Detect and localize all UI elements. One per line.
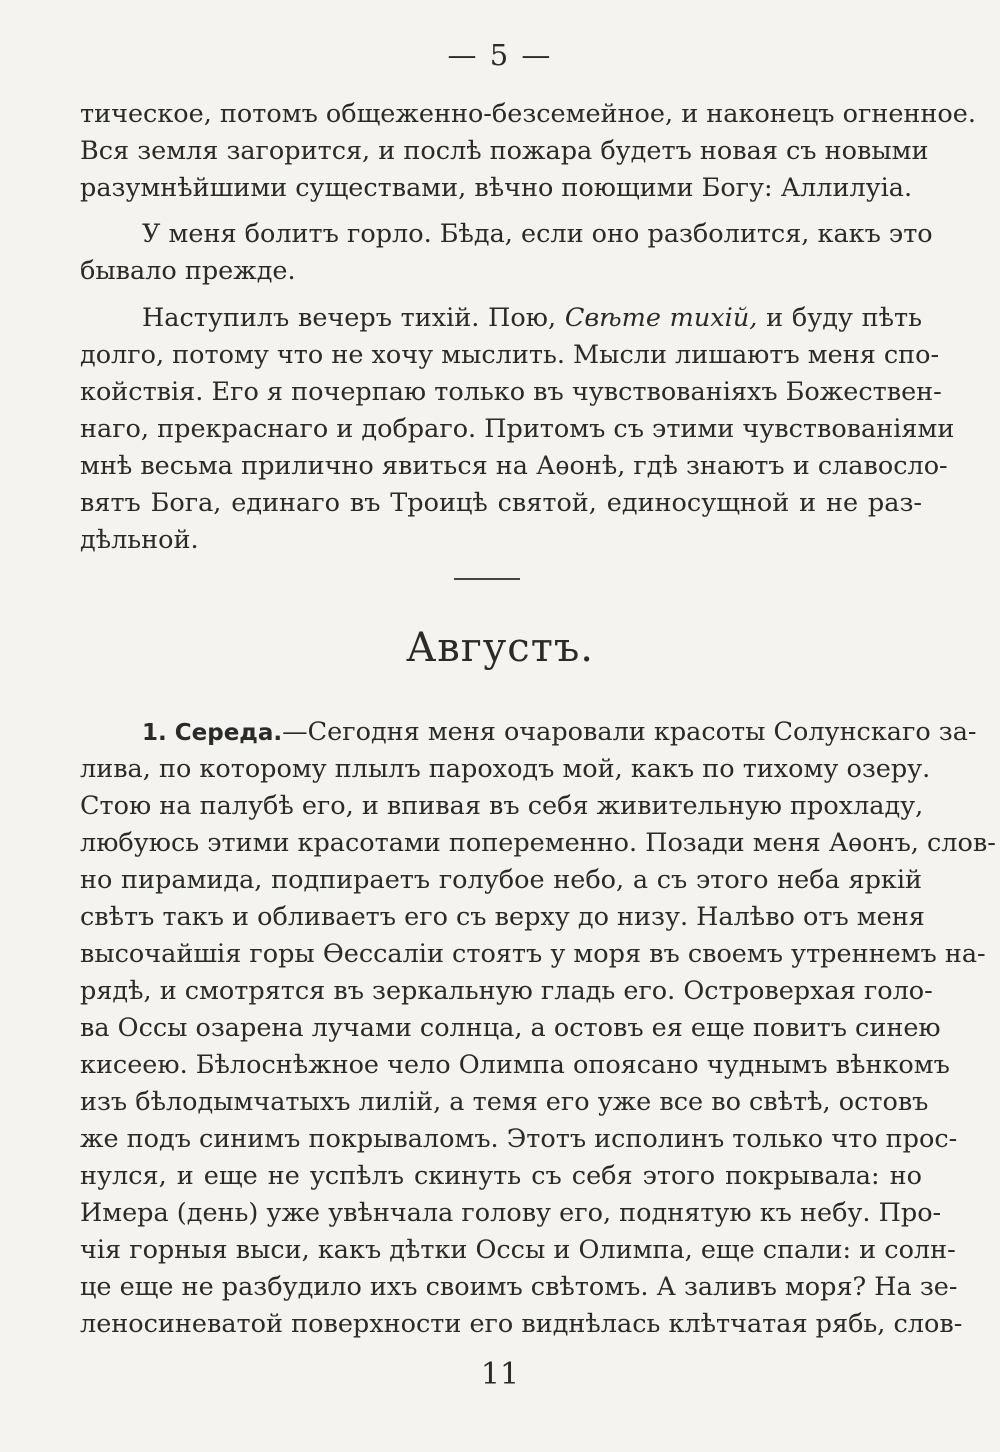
text-line: койствія. Его я почерпаю только въ чувствованіяхъ Божествен- bbox=[80, 377, 942, 407]
text-line: лива, по которому плылъ пароходъ мой, какъ по тихому озеру. bbox=[80, 754, 931, 784]
text-line: но пирамида, подпираетъ голубое небо, а съ этого неба яркій bbox=[80, 865, 922, 895]
page-number: 11 bbox=[480, 1357, 520, 1392]
text-line: це еще не разбудило ихъ своимъ свѣтомъ. А заливъ моря? На зе- bbox=[80, 1272, 958, 1302]
paragraph-1 bbox=[80, 96, 976, 207]
text-line: вятъ Бога, единаго въ Троицѣ святой, единосущной и не раз- bbox=[80, 488, 922, 518]
text-line: тическое, потомъ общеженно-безсемейное, и наконецъ огненное. bbox=[80, 99, 976, 129]
text-line: Имера (день) уже увѣнчала голову его, поднятую къ небу. Про- bbox=[80, 1198, 942, 1228]
text-segment: и буду пѣть bbox=[766, 303, 923, 333]
text-line: ва Оссы озарена лучами солнца, а остовъ ея еще повитъ синею bbox=[80, 1013, 941, 1043]
text-line: же подъ синимъ покрываломъ. Этотъ исполинъ только что прос- bbox=[80, 1124, 958, 1154]
text-line: Стою на палубѣ его, и впивая въ себя живительную прохладу, bbox=[80, 791, 924, 821]
text-line: долго, потому что не хочу мыслить. Мысли лишаютъ меня спо- bbox=[80, 340, 940, 370]
text-line: кисеею. Бѣлоснѣжное чело Олимпа опоясано чуднымъ вѣнкомъ bbox=[80, 1050, 950, 1080]
text-line: наго, прекраснаго и добраго. Притомъ съ этими чувствованіями bbox=[80, 414, 955, 444]
text-line: чія горныя выси, какъ дѣтки Оссы и Олимпа, еще спали: и солн- bbox=[80, 1235, 956, 1265]
text-line: любуюсь этими красотами попеременно. Позади меня Аѳонъ, слов- bbox=[80, 828, 996, 858]
text-line: изъ бѣлодымчатыхъ лилій, а темя его уже все во свѣтѣ, остовъ bbox=[80, 1087, 929, 1117]
section-title: Августъ. bbox=[406, 625, 594, 671]
text-line bbox=[80, 300, 922, 337]
text-line bbox=[80, 714, 977, 751]
paragraph-2 bbox=[80, 216, 933, 290]
text-line: разумнѣйшими существами, вѣчно поющими Богу: Аллилуіа. bbox=[80, 173, 913, 203]
text-line: высочайшія горы Ѳессаліи стоятъ у моря въ своемъ утреннемъ на- bbox=[80, 939, 986, 969]
text-line: бывало прежде. bbox=[80, 256, 296, 286]
text-line: леносиневатой поверхности его виднѣлась клѣтчатая рябь, слов- bbox=[80, 1309, 963, 1339]
text-segment: Наступилъ вечеръ тихій. Пою, bbox=[142, 303, 557, 333]
text-line: У меня болитъ горло. Бѣда, если оно разболится, какъ это bbox=[142, 219, 933, 249]
paragraph-3 bbox=[80, 300, 955, 559]
section-divider bbox=[454, 578, 520, 580]
text-line: Вся земля загорится, и послѣ пожара будетъ новая съ новыми bbox=[80, 136, 929, 166]
text-line: дѣльной. bbox=[80, 525, 199, 555]
italic-hymn-title: Свѣте тихій, bbox=[564, 303, 758, 333]
text-line: свѣтъ такъ и обливаетъ его съ верху до низу. Налѣво отъ меня bbox=[80, 902, 925, 932]
paragraph-4 bbox=[80, 714, 996, 1343]
running-page-marker: — 5 — bbox=[447, 38, 553, 72]
text-segment: —Сегодня меня очаровали красоты Солунскаго за- bbox=[282, 717, 977, 747]
text-line: мнѣ весьма прилично явиться на Аѳонѣ, гдѣ знаютъ и славосло- bbox=[80, 451, 948, 481]
text-line: рядѣ, и смотрятся въ зеркальную гладь его. Островерхая голо- bbox=[80, 976, 933, 1006]
text-line: нулся, и еще не успѣлъ скинуть съ себя этого покрывала: но bbox=[80, 1161, 922, 1191]
entry-date-lead: 1. Середа. bbox=[142, 720, 283, 746]
